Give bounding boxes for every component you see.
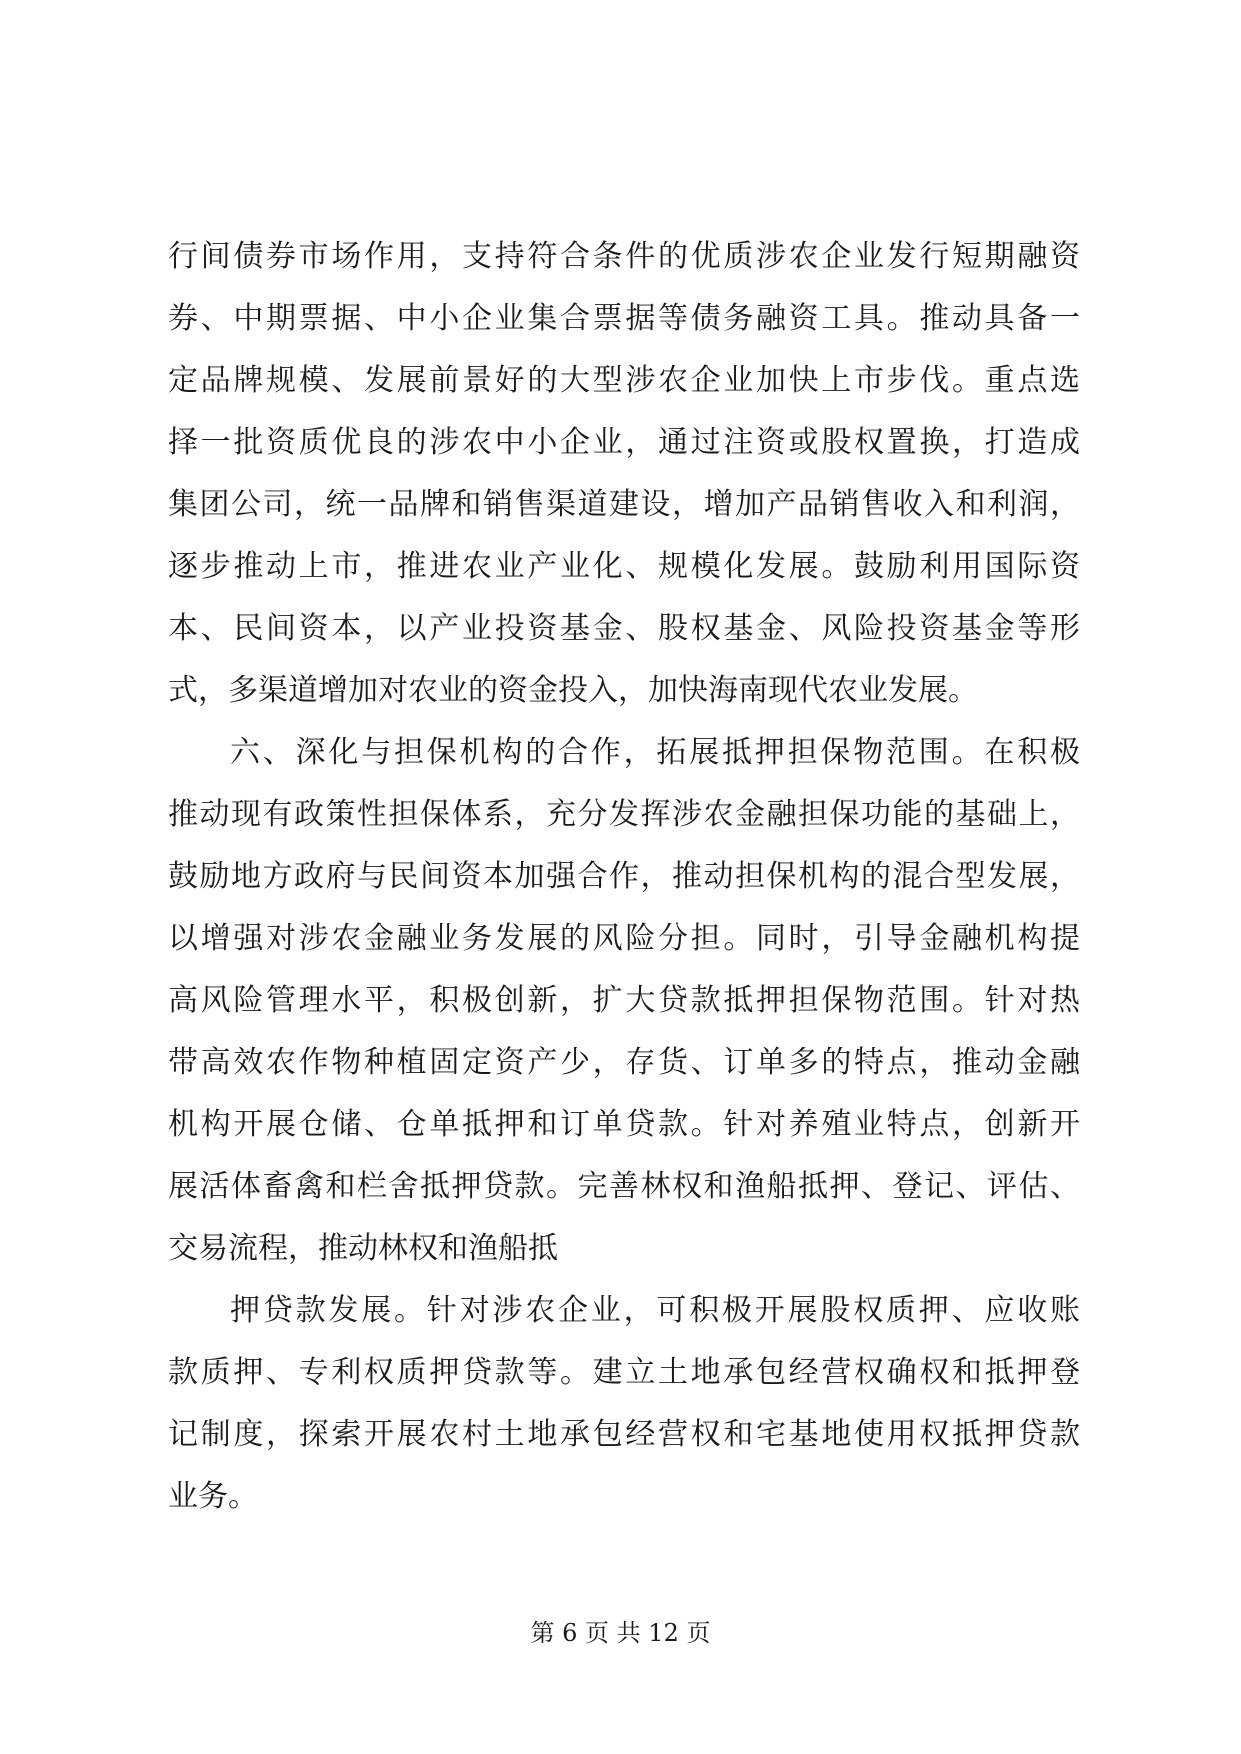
body-line: 推动现有政策性担保体系，充分发挥涉农金融担保功能的基础上，	[168, 797, 1080, 832]
body-line: 记制度，探索开展农村土地承包经营权和宅基地使用权抵押贷款	[168, 1417, 1080, 1452]
body-line: 行间债券市场作用，支持符合条件的优质涉农企业发行短期融资	[168, 239, 1080, 274]
body-line: 展活体畜禽和栏舍抵押贷款。完善林权和渔船抵押、登记、评估、	[168, 1169, 1080, 1204]
body-line: 以增强对涉农金融业务发展的风险分担。同时，引导金融机构提	[168, 921, 1080, 956]
body-line: 交易流程，推动林权和渔船抵	[168, 1231, 558, 1266]
body-line: 款质押、专利权质押贷款等。建立土地承包经营权确权和抵押登	[168, 1355, 1080, 1390]
body-line: 带高效农作物种植固定资产少，存货、订单多的特点，推动金融	[168, 1045, 1080, 1080]
body-line: 本、民间资本，以产业投资基金、股权基金、风险投资基金等形	[168, 611, 1080, 646]
page-number-footer: 第 6 页 共 12 页	[530, 1619, 711, 1647]
body-line: 定品牌规模、发展前景好的大型涉农企业加快上市步伐。重点选	[168, 363, 1080, 398]
body-line: 业务。	[168, 1479, 258, 1514]
paragraph-heading-line: 六、深化与担保机构的合作，拓展抵押担保物范围。在积极	[230, 735, 1080, 770]
body-line: 高风险管理水平，积极创新，扩大贷款抵押担保物范围。针对热	[168, 983, 1080, 1018]
body-line: 择一批资质优良的涉农中小企业，通过注资或股权置换，打造成	[168, 425, 1080, 460]
body-line: 鼓励地方政府与民间资本加强合作，推动担保机构的混合型发展，	[168, 859, 1080, 894]
body-line: 式，多渠道增加对农业的资金投入，加快海南现代农业发展。	[168, 673, 978, 708]
paragraph-start-line: 押贷款发展。针对涉农企业，可积极开展股权质押、应收账	[230, 1293, 1080, 1328]
document-body	[168, 226, 1080, 1528]
body-line: 集团公司，统一品牌和销售渠道建设，增加产品销售收入和利润，	[168, 487, 1080, 522]
body-line: 券、中期票据、中小企业集合票据等债务融资工具。推动具备一	[168, 301, 1080, 336]
body-line: 逐步推动上市，推进农业产业化、规模化发展。鼓励利用国际资	[168, 549, 1080, 584]
body-line: 机构开展仓储、仓单抵押和订单贷款。针对养殖业特点，创新开	[168, 1107, 1080, 1142]
